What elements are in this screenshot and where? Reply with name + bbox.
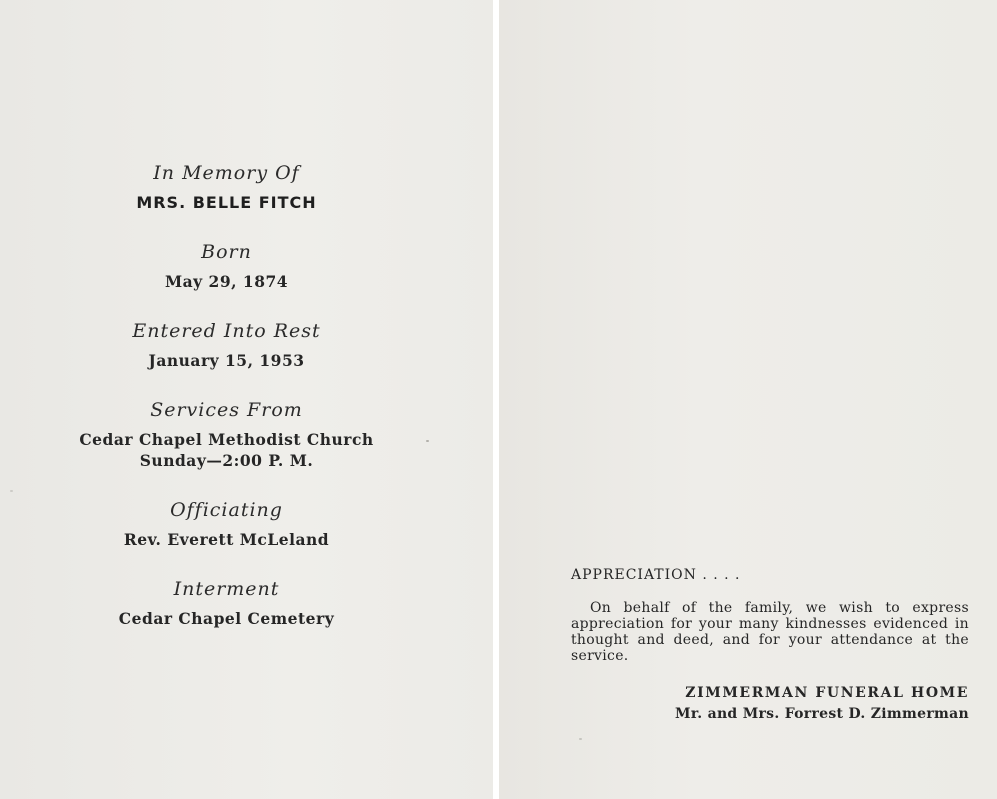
in-memory-heading: In Memory Of: [153, 162, 300, 184]
born-heading: Born: [201, 241, 252, 263]
paper-speck: [579, 738, 582, 740]
born-date: May 29, 1874: [164, 272, 289, 291]
appreciation-heading: APPRECIATION . . . .: [571, 567, 741, 583]
services-place: Cedar Chapel Methodist Church: [79, 430, 374, 449]
interment-heading: Interment: [173, 578, 280, 600]
died-date: January 15, 1953: [148, 351, 305, 370]
services-heading: Services From: [150, 399, 303, 421]
paper-speck: [426, 440, 429, 442]
appreciation-text: On behalf of the family, we wish to express appreciation for your many kindnesses evidenced in thought and deed, and for your attendance at the service.: [571, 600, 969, 664]
funeral-home-owners: Mr. and Mrs. Forrest D. Zimmerman: [675, 706, 969, 722]
left-panel: [0, 0, 493, 799]
funeral-home-name: ZIMMERMAN FUNERAL HOME: [685, 685, 969, 701]
officiant-name: Rev. Everett McLeland: [123, 530, 330, 549]
interment-place: Cedar Chapel Cemetery: [118, 609, 335, 628]
right-panel: [499, 0, 997, 799]
deceased-name: MRS. BELLE FITCH: [136, 193, 317, 212]
officiating-heading: Officiating: [170, 499, 283, 521]
services-time: Sunday—2:00 P. M.: [139, 451, 314, 470]
paper-speck: [10, 490, 13, 492]
died-heading: Entered Into Rest: [132, 320, 321, 342]
